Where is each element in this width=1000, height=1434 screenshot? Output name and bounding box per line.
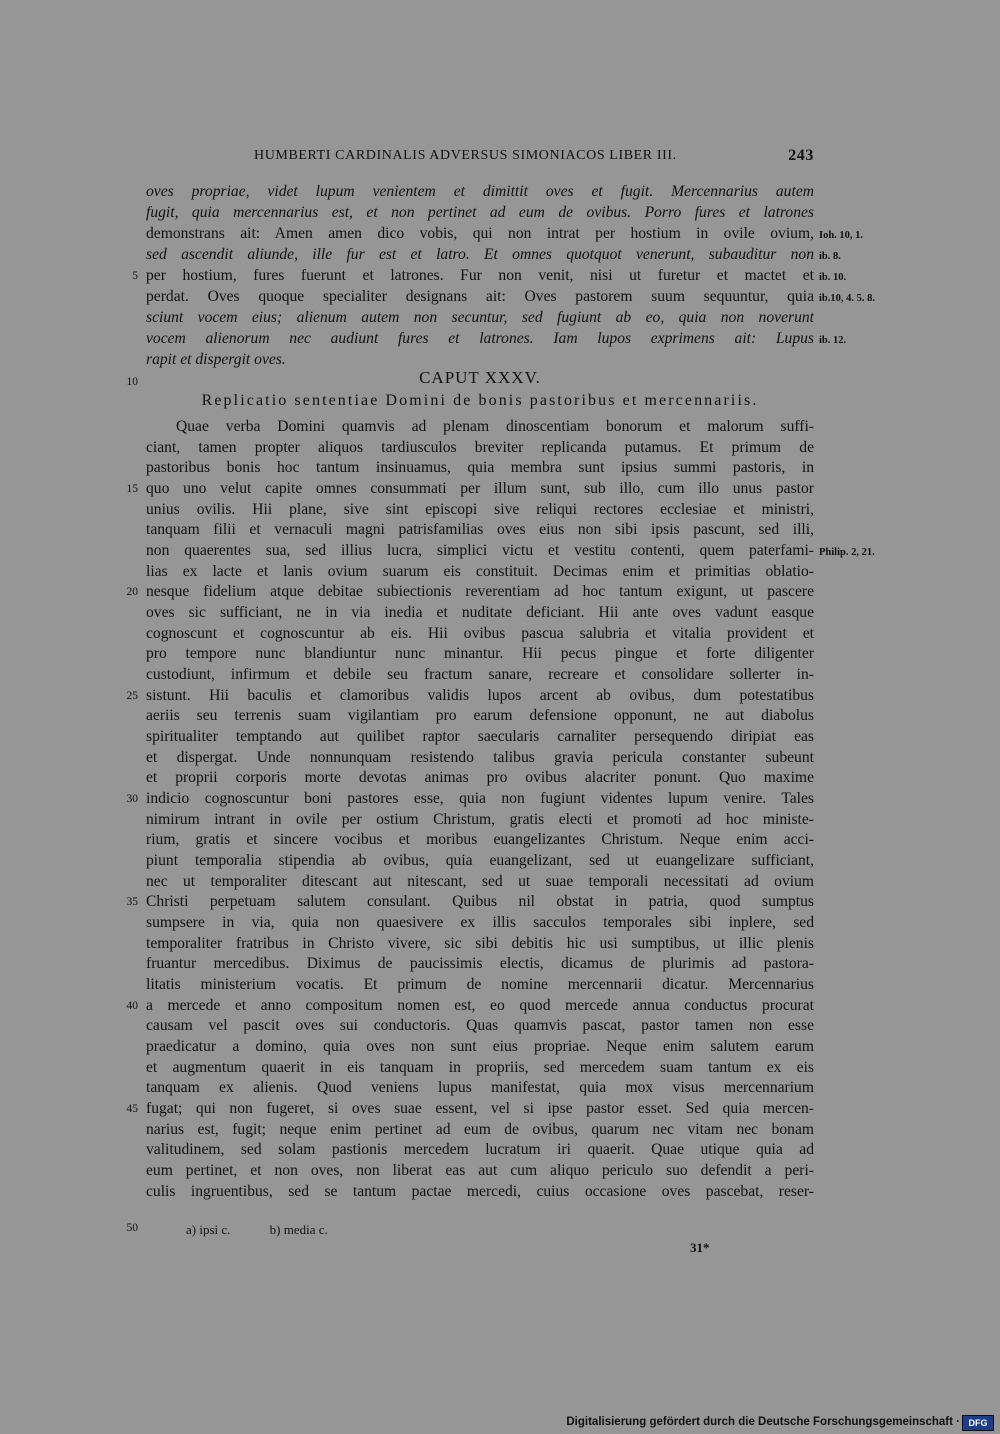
- text-line: piunt temporalia stipendia ab ovibus, quia euangelizant, sed ut euangelizare sufficiant,: [146, 852, 814, 869]
- text-line: nesque fidelium atque debitae subiectionis reverentiam ad hoc tantum exigunt, ut pascere: [146, 583, 814, 600]
- margin-reference: Philip. 2, 21.: [819, 547, 875, 558]
- margin-reference: ib. 10.: [819, 272, 847, 283]
- line-number: 10: [126, 376, 138, 388]
- text-line: sumpsere in via, quia non quaesivere ex illis sacculos temporales sibi inplere, sed: [146, 914, 814, 931]
- chapter-heading: CAPUT XXXV.: [419, 368, 541, 387]
- footnote: b) media c.: [269, 1222, 328, 1237]
- text-line: causam vel pascit oves sui conductoris. Quas quamvis pascat, pastor tamen non esse: [146, 1017, 814, 1034]
- dfg-logo: DFG: [962, 1415, 994, 1431]
- line-number: 30: [126, 793, 138, 805]
- text-line: culis ingruentibus, sed se tantum pactae mercedi, cuius occasione oves pascebat, reser-: [146, 1183, 814, 1200]
- text-line: unius ovilis. Hii plane, sive sint episcopi sive reliqui rectores ecclesiae et ministri,: [146, 501, 814, 518]
- chapter-subheading: Replicatio sententiae Domini de bonis pastoribus et mercennariis.: [201, 392, 759, 409]
- funding-credit: Digitalisierung gefördert durch die Deutsche Forschungsgemeinschaft ·: [566, 1416, 960, 1428]
- line-number: 20: [126, 586, 138, 598]
- text-line: quo uno velut capite omnes consummati per illum sunt, sub illo, cum illo unus pastor: [146, 480, 814, 497]
- text-line: indicio cognoscuntur boni pastores esse, quia non fugiunt videntes lupum venire. Tales: [146, 790, 814, 807]
- text-line: lias ex lacte et lanis ovium suarum eis constituit. Decimas enim et primitias oblatio-: [146, 563, 814, 580]
- margin-reference: ib. 12.: [819, 335, 847, 346]
- footer-bar: [0, 1412, 1000, 1434]
- footnotes: [186, 1222, 364, 1238]
- line-number: 40: [126, 1000, 138, 1012]
- text-line: perdat. Oves quoque specialiter designans ait: Oves pastorem suum sequuntur, quia: [146, 288, 814, 305]
- line-number: 50: [126, 1222, 138, 1234]
- signature-mark: 31*: [690, 1240, 710, 1255]
- text-line: rapit et dispergit oves.: [146, 351, 286, 368]
- text-line: a mercede et anno compositum nomen est, eo quod mercede annua conductus procurat: [146, 997, 814, 1014]
- text-line: tanquam ex alienis. Quod veniens lupus manifestat, quia mox visus mercennarium: [146, 1079, 814, 1096]
- text-line: litatis ministerium vocatis. Et primum de nomine mercennarii dicatur. Mercennarius: [146, 976, 814, 993]
- page-number: 243: [788, 147, 814, 164]
- text-line: oves propriae, videt lupum venientem et dimittit oves et fugit. Mercennarius autem: [146, 183, 814, 200]
- text-line: praedicatur a domino, quia oves non sunt eius propriae. Neque enim salutem earum: [146, 1038, 814, 1055]
- running-title: HUMBERTI CARDINALIS ADVERSUS SIMONIACOS LIBER III.: [254, 148, 677, 163]
- text-line: ciant, tamen propter aliquos tardiusculos breviter replicanda putamus. Et primum de: [146, 439, 814, 456]
- text-line: fruantur mercedibus. Diximus de paucissimis electis, dicamus de plurimis ad pastora-: [146, 955, 814, 972]
- line-number: 35: [126, 896, 138, 908]
- text-line: narius est, fugit; neque enim pertinet ad eum de ovibus, quarum nec vitam nec bonam: [146, 1121, 814, 1138]
- text-line: pastoribus bonis hoc tantum insinuamus, quia membra sunt ipsius summi pastoris, in: [146, 459, 814, 476]
- text-line: nec ut temporaliter ditescant aut nitescant, sed ut suae temporali necessitati ad ovium: [146, 873, 814, 890]
- text-line: pro tempore nunc blandiuntur nunc minantur. Hii pecus pingue et forte diligenter: [146, 645, 814, 662]
- margin-reference: Ioh. 10, 1.: [819, 230, 864, 241]
- text-line: eum pertinet, et non oves, non liberat eas aut cum aliquo periculo suo defendit a peri-: [146, 1162, 814, 1179]
- text-line: tanquam filii et vernaculi magni patrisfamilias oves eius non sibi ipsis pascunt, sed illi,: [146, 521, 814, 538]
- text-line: aeriis seu terrenis suam vigilantiam pro earum defensione opponunt, ne aut diabolus: [146, 707, 814, 724]
- text-line: sciunt vocem eius; alienum autem non secuntur, sed fugiunt ab eo, quia non noverunt: [146, 309, 814, 326]
- text-line: custodiunt, infirmum et debile seu fractum sanare, recreare et consolidare sollerter in-: [146, 666, 814, 683]
- text-line: Quae verba Domini quamvis ad plenam dinoscentiam bonorum et malorum suffi-: [176, 418, 814, 435]
- text-line: fugit, quia mercennarius est, et non pertinet ad eum de ovibus. Porro fures et latrones: [146, 204, 814, 221]
- text-line: oves sic sufficiant, ne in via inedia et nuditate deficiant. Hii ante oves vadunt easque: [146, 604, 814, 621]
- margin-reference: ib.10, 4. 5. 8.: [819, 293, 876, 304]
- text-line: rium, gratis et sincere vocibus et moribus euangelizantes Christum. Neque enim acci-: [146, 831, 814, 848]
- footnote: a) ipsi c.: [186, 1222, 231, 1237]
- line-number: 15: [126, 483, 138, 495]
- text-line: et dispergat. Unde nonnunquam resistendo talibus gravia pericula constanter subeunt: [146, 749, 814, 766]
- text-line: sistunt. Hii baculis et clamoribus validis lupos arcent ab ovibus, dum potestatibus: [146, 687, 814, 704]
- line-number: 5: [132, 270, 138, 282]
- text-line: non quaerentes sua, sed illius lucra, simplici victu et vestitu contenti, quem paterfami-: [146, 542, 814, 559]
- text-line: et augmentum quaerit in eis tanquam in propriis, sed mercedem suam tantum ex eis: [146, 1059, 814, 1076]
- text-line: fugat; qui non fugeret, si oves suae essent, vel si ipse pastor esset. Sed quia mercen-: [146, 1100, 814, 1117]
- text-line: vocem alienorum nec audiunt fures et latrones. Iam lupos exprimens ait: Lupus: [146, 330, 814, 347]
- text-line: Christi perpetuam salutem consulant. Quibus nil obstat in patria, quod sumptus: [146, 893, 814, 910]
- line-number: 25: [126, 690, 138, 702]
- text-line: demonstrans ait: Amen amen dico vobis, qui non intrat per hostium in ovile ovium,: [146, 225, 814, 242]
- text-line: nimirum intrant in ovile per ostium Christum, gratis electi et promoti ad hoc ministe-: [146, 811, 814, 828]
- line-number: 45: [126, 1103, 138, 1115]
- text-line: temporaliter fratribus in Christo vivere, sic sibi debitis hic usi sumptibus, ut illic plenis: [146, 935, 814, 952]
- text-line: valitudinem, sed solam pastionis mercedem lucratum iri quaerit. Quae utique quia ad: [146, 1141, 814, 1158]
- text-line: spiritualiter temptando aut quilibet raptor saecularis carnaliter persequendo diripiat eas: [146, 728, 814, 745]
- text-line: cognoscunt et cognoscuntur ab eis. Hii ovibus pascua salubria et vitalia provident et: [146, 625, 814, 642]
- margin-reference: ib. 8.: [819, 251, 841, 262]
- text-line: et proprii corporis morte devotas animas pro ovibus alacriter ponunt. Quo maxime: [146, 769, 814, 786]
- text-line: sed ascendit aliunde, ille fur est et latro. Et omnes quotquot venerunt, subauditur non: [146, 246, 814, 263]
- text-line: per hostium, fures fuerunt et latrones. Fur non venit, nisi ut furetur et mactet et: [146, 267, 814, 284]
